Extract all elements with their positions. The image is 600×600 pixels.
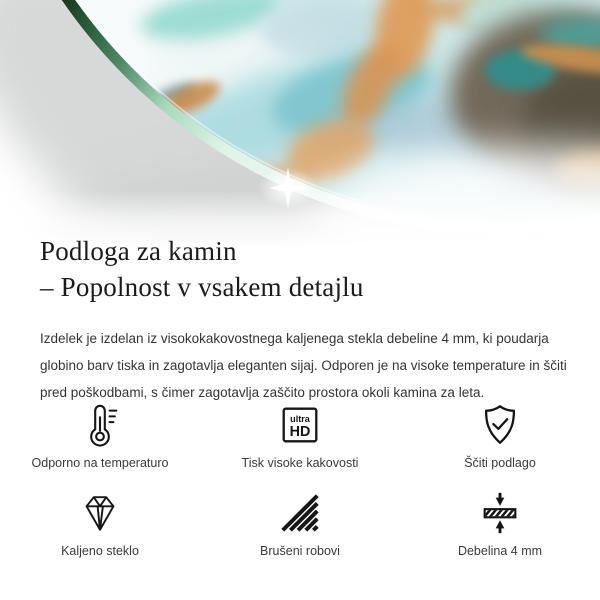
beveled-edges-icon xyxy=(277,490,323,536)
feature-grid xyxy=(0,402,600,578)
thermometer-icon xyxy=(77,402,123,448)
feature-thickness xyxy=(400,490,600,578)
feature-tempered-glass xyxy=(0,490,200,578)
ultra-hd-icon xyxy=(277,402,323,448)
feature-label: Debelina 4 mm xyxy=(457,544,543,558)
feature-beveled-edges xyxy=(200,490,400,578)
feature-label: Kaljeno steklo xyxy=(61,544,139,558)
feature-label: Odporno na temperaturo xyxy=(31,456,169,470)
product-image xyxy=(0,0,600,248)
page-title-line1: Podloga za kamin xyxy=(40,236,237,266)
feature-label: Brušeni robovi xyxy=(260,544,340,558)
shield-check-icon xyxy=(477,402,523,448)
product-description: Izdelek je izdelan iz visokokakovostnega kaljenega stekla debeline 4 mm, ki poudarja globino barv tiska in zagotavlja eleganten sijaj. Odporen je na visoke temperature in ščiti pred poškodbami, s čimer zagotavlja zaščito prostora okoli kamina za leta. xyxy=(40,330,567,400)
thickness-icon xyxy=(477,490,523,536)
page-title-line2: – Popolnost v vsakem detajlu xyxy=(40,272,364,302)
feature-print-quality xyxy=(200,402,400,490)
feature-label: Ščiti podlago xyxy=(464,456,536,470)
feature-label: Tisk visoke kakovosti xyxy=(241,456,359,470)
glass-panel-photo xyxy=(0,0,600,248)
feature-protects-floor xyxy=(400,402,600,490)
diamond-icon xyxy=(77,490,123,536)
ultra-hd-badge-top: ultra xyxy=(290,414,310,425)
page-title xyxy=(40,233,364,305)
feature-temperature xyxy=(0,402,200,490)
ultra-hd-badge-bottom: HD xyxy=(289,424,311,441)
